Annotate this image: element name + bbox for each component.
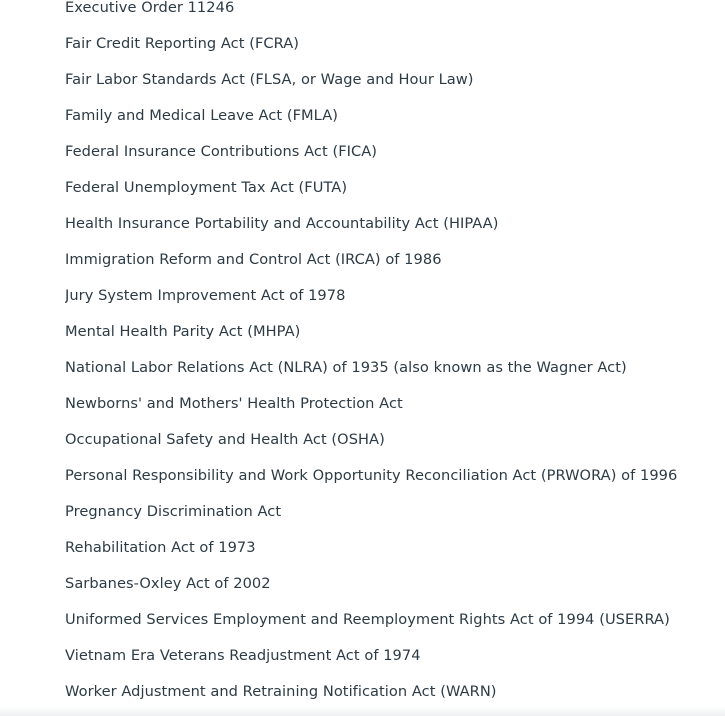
list-item: Mental Health Parity Act (MHPA) bbox=[65, 323, 301, 340]
list-item: National Labor Relations Act (NLRA) of 1935 (also known as the Wagner Act) bbox=[65, 359, 627, 376]
list-item: Fair Labor Standards Act (FLSA, or Wage and Hour Law) bbox=[65, 71, 474, 88]
list-item: Pregnancy Discrimination Act bbox=[65, 503, 282, 520]
list-item: Vietnam Era Veterans Readjustment Act of 1974 bbox=[65, 647, 421, 664]
list-item: Sarbanes-Oxley Act of 2002 bbox=[65, 575, 271, 592]
list-item: Newborns' and Mothers' Health Protection Act bbox=[65, 395, 403, 412]
list-item: Family and Medical Leave Act (FMLA) bbox=[65, 107, 338, 124]
list-item: Uniformed Services Employment and Reemployment Rights Act of 1994 (USERRA) bbox=[65, 611, 670, 628]
bottom-edge-shade bbox=[0, 706, 725, 716]
list-item: Health Insurance Portability and Accountability Act (HIPAA) bbox=[65, 215, 499, 232]
list-item: Personal Responsibility and Work Opportunity Reconciliation Act (PRWORA) of 1996 bbox=[65, 467, 678, 484]
list-item: Fair Credit Reporting Act (FCRA) bbox=[65, 35, 300, 52]
list-item: Federal Insurance Contributions Act (FICA) bbox=[65, 143, 378, 160]
list-item: Rehabilitation Act of 1973 bbox=[65, 539, 256, 556]
list-item: Executive Order 11246 bbox=[65, 0, 235, 16]
list-item: Immigration Reform and Control Act (IRCA) of 1986 bbox=[65, 251, 442, 268]
list-item: Jury System Improvement Act of 1978 bbox=[65, 287, 346, 304]
law-list bbox=[65, 0, 715, 716]
list-item: Occupational Safety and Health Act (OSHA) bbox=[65, 431, 385, 448]
list-item: Federal Unemployment Tax Act (FUTA) bbox=[65, 179, 348, 196]
list-item: Worker Adjustment and Retraining Notification Act (WARN) bbox=[65, 683, 497, 700]
